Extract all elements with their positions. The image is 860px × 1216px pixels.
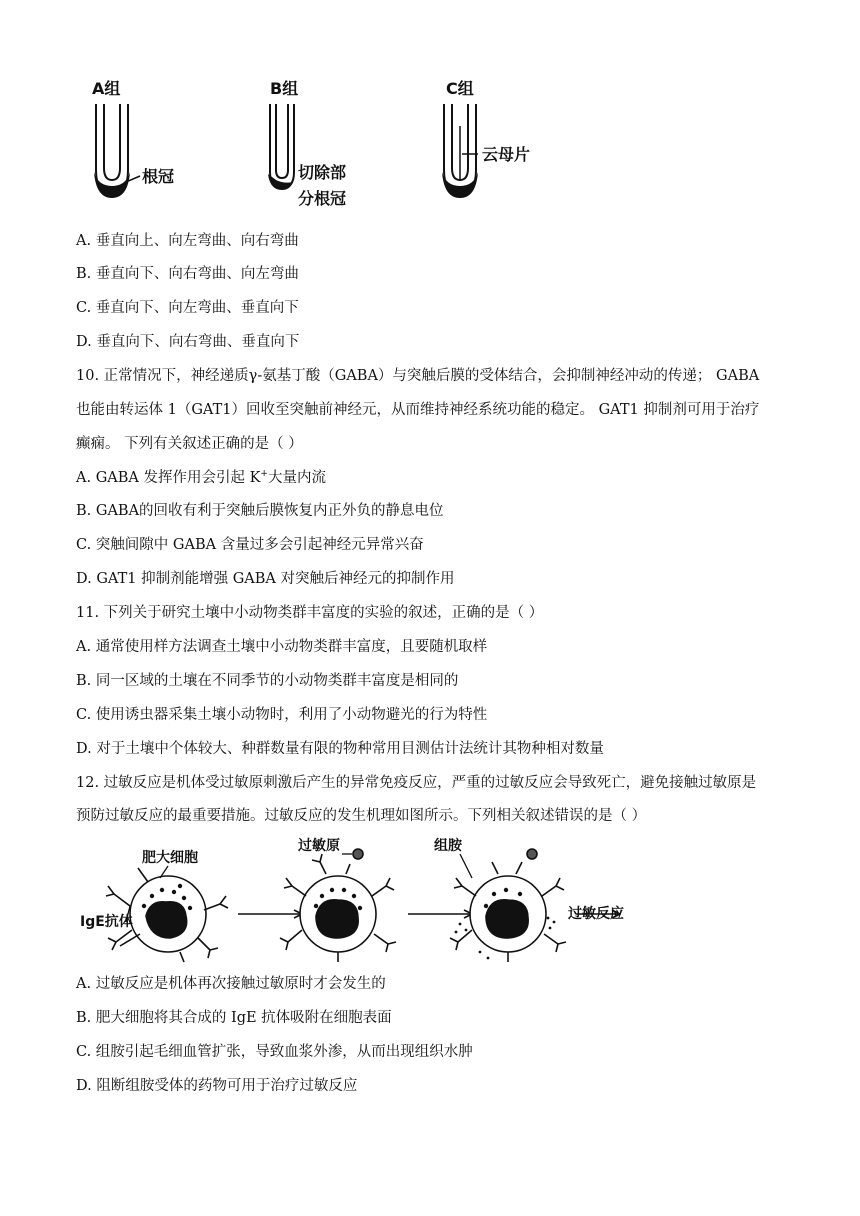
cut-label-line1: 切除部: [298, 163, 347, 182]
q12-option-a: A. 过敏反应是机体再次接触过敏原时才会发生的: [76, 976, 386, 992]
mast-cell-label: 肥大细胞: [142, 850, 198, 866]
q11-option-c: C. 使用诱虫器采集土壤小动物时，利用了小动物避光的行为特性: [76, 707, 488, 723]
q9-option-b: B. 垂直向下、向右弯曲、向左弯曲: [76, 266, 299, 282]
q11-option-a: A. 通常使用样方法调查土壤中小动物类群丰富度，且要随机取样: [76, 639, 488, 655]
q9-option-c: C. 垂直向下、向左弯曲、垂直向下: [76, 300, 299, 316]
q10-stem-line3: 癫痫。 下列有关叙述正确的是（ ）: [76, 436, 303, 452]
q10-option-c: C. 突触间隙中 GABA 含量过多会引起神经元异常兴奋: [76, 537, 424, 553]
q10-option-d: D. GAT1 抑制剂能增强 GABA 对突触后神经元的抑制作用: [76, 571, 455, 587]
q12-stem-line2: 预防过敏反应的最重要措施。过敏反应的发生机理如图所示。下列相关叙述错误的是（ ）: [76, 808, 647, 824]
q10-stem-line2: 也能由转运体 1（GAT1）回收至突触前神经元，从而维持神经系统功能的稳定。 GAT1 抑制剂可用于治疗: [76, 402, 760, 418]
root-cap-label: 根冠: [142, 167, 175, 186]
root-experiment-figure: [80, 74, 560, 214]
partial-root-cap-shape: [268, 174, 293, 190]
root-cap-shape: [94, 172, 130, 198]
potassium-charge: +: [260, 469, 268, 480]
cut-label-line2: 分根冠: [298, 189, 347, 208]
q11-option-d: D. 对于土壤中个体较大、种群数量有限的物种常用目测估计法统计其物种相对数量: [76, 741, 604, 757]
group-c-label: C组: [446, 79, 474, 98]
mica-label: 云母片: [482, 145, 531, 164]
ige-label: IgE抗体: [80, 914, 133, 930]
q12-stem-line1: 12. 过敏反应是机体受过敏原刺激后产生的异常免疫反应，严重的过敏反应会导致死亡，避免接触过敏原是: [76, 775, 757, 791]
q12-option-c: C. 组胺引起毛细血管扩张，导致血浆外渗，从而出现组织水肿: [76, 1044, 473, 1060]
allergy-mechanism-figure: [80, 834, 640, 964]
q9-option-a: A. 垂直向上、向左弯曲、向右弯曲: [76, 233, 299, 249]
allergen-label: 过敏原: [298, 838, 340, 854]
group-b-label: B组: [270, 79, 299, 98]
q10-option-a-text-end: 大量内流: [267, 470, 326, 486]
group-a-label: A组: [92, 79, 121, 98]
q10-option-a-text: A. GABA 发挥作用会引起 K: [76, 470, 261, 486]
q11-option-b: B. 同一区域的土壤在不同季节的小动物类群丰富度是相同的: [76, 673, 459, 689]
q10-option-b: B. GABA的回收有利于突触后膜恢复内正外负的静息电位: [76, 503, 444, 519]
q11-stem: 11. 下列关于研究土壤中小动物类群丰富度的实验的叙述，正确的是（ ）: [76, 605, 544, 621]
q10-stem-line1: 10. 正常情况下，神经递质γ-氨基丁酸（GABA）与突触后膜的受体结合，会抑制神经冲动的传递； GABA: [76, 368, 760, 384]
q10-option-a: [76, 468, 326, 488]
histamine-label: 组胺: [434, 838, 462, 854]
reaction-label: 过敏反应: [568, 906, 624, 922]
q12-option-d: D. 阻断组胺受体的药物可用于治疗过敏反应: [76, 1078, 358, 1094]
q9-option-d: D. 垂直向下、向右弯曲、垂直向下: [76, 334, 300, 350]
q12-option-b: B. 肥大细胞将其合成的 IgE 抗体吸附在细胞表面: [76, 1010, 392, 1026]
